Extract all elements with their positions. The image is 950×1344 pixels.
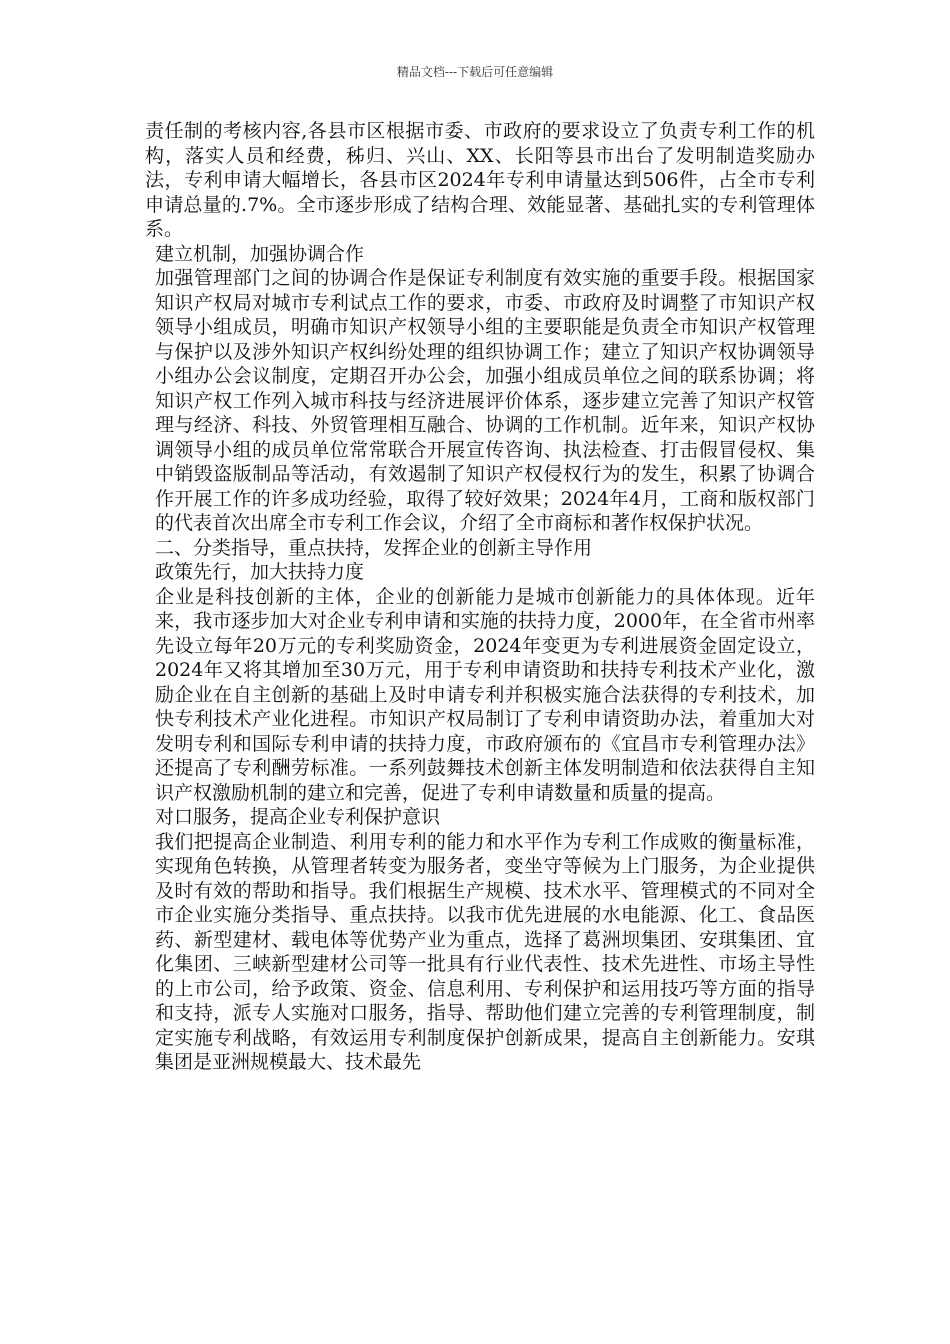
page-header: 精品文档---下载后可任意编辑: [396, 65, 554, 79]
section-heading: 对口服务，提高企业专利保护意识: [155, 806, 441, 828]
paragraph-body: 责任制的考核内容,各县市区根据市委、市政府的要求设立了负责专利工作的机构，落实人员和经费，秭归、兴山、XX、长阳等县市出台了发明制造奖励办法，专利申请大幅增长，各县市区2024年专利申请量达到506件，占全市专利申请总量的.7%。全市逐步形成了结构合理、效能显著、基础扎实的专利管理体系。: [145, 120, 815, 240]
section-heading: 二、分类指导，重点扶持，发挥企业的创新主导作用: [155, 536, 593, 559]
paragraph-body: 企业是科技创新的主体，企业的创新能力是城市创新能力的具体体现。近年来，我市逐步加大对企业专利申请和实施的扶持力度，2000年，在全省市州率先设立每年20万元的专利奖励资金，2024年变更为专利进展资金固定设立，2024年又将其增加至30万元，用于专利申请资助和扶持专利技术产业化，激励企业在自主创新的基础上及时申请专利并积极实施合法获得的专利技术，加快专利技术产业化进程。市知识产权局制订了专利申请资助办法，着重加大对发明专利和国际专利申请的扶持力度，市政府颁布的《宜昌市专利管理办法》还提高了专利酬劳标准。一系列鼓舞技术创新主体发明制造和依法获得自主知识产权激励机制的建立和完善，促进了专利申请数量和质量的提高。: [155, 585, 815, 804]
paragraph-body: 加强管理部门之间的协调合作是保证专利制度有效实施的重要手段。根据国家知识产权局对城市专利试点工作的要求，市委、市政府及时调整了市知识产权领导小组成员，明确市知识产权领导小组的主要职能是负责全市知识产权管理与保护以及涉外知识产权纠纷处理的组织协调工作；建立了知识产权协调领导小组办公会议制度，定期召开办公会，加强小组成员单位之间的联系协调；将知识产权工作列入城市科技与经济进展评价体系，逐步建立完善了知识产权管理与经济、科技、外贸管理相互融合、协调的工作机制。近年来，知识产权协调领导小组的成员单位常常联合开展宣传咨询、执法检查、打击假冒侵权、集中销毁盗版制品等活动，有效遏制了知识产权侵权行为的发生，积累了协调合作开展工作的许多成功经验，取得了较好效果；2024年4月，工商和版权部门的代表首次出席全市专利工作会议，介绍了全市商标和著作权保护状况。: [155, 267, 815, 534]
section-heading: 政策先行，加大扶持力度: [155, 561, 365, 583]
document-body: [145, 119, 815, 1075]
paragraph-body: 我们把提高企业制造、利用专利的能力和水平作为专利工作成败的衡量标准，实现角色转换，从管理者转变为服务者，变坐守等候为上门服务，为企业提供及时有效的帮助和指导。我们根据生产规模、技术水平、管理模式的不同对全市企业实施分类指导、重点扶持。以我市优先进展的水电能源、化工、食品医药、新型建材、载电体等优势产业为重点，选择了葛洲坝集团、安琪集团、宜化集团、三峡新型建材公司等一批具有行业代表性、技术先进性、市场主导性的上市公司，给予政策、资金、信息利用、专利保护和运用技巧等方面的指导和支持，派专人实施对口服务，指导、帮助他们建立完善的专利管理制度，制定实施专利战略，有效运用专利制度保护创新成果，提高自主创新能力。安琪集团是亚洲规模最大、技术最先: [155, 830, 815, 1073]
section-heading: 建立机制，加强协调合作: [155, 242, 365, 265]
